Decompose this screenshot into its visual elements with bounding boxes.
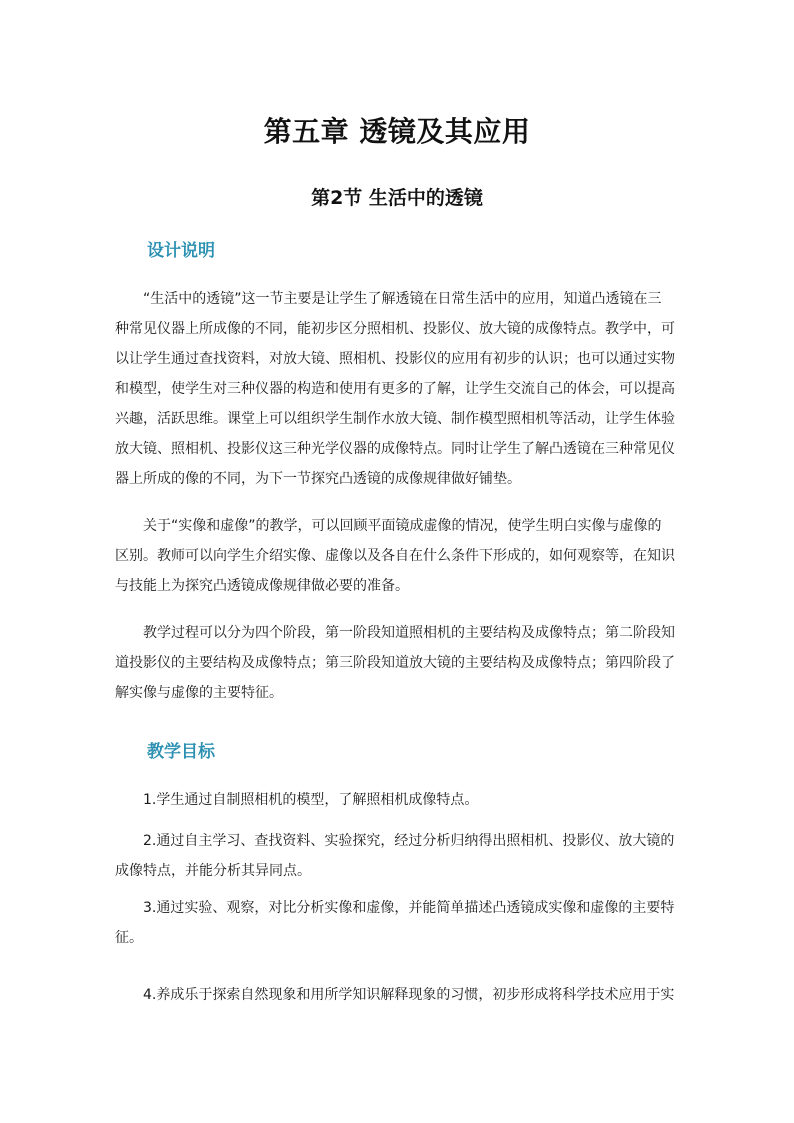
design-line: 解实像与虚像的主要特征。 bbox=[115, 685, 283, 701]
section-title: 第2节 生活中的透镜 bbox=[311, 187, 483, 209]
design-paragraph bbox=[115, 511, 678, 601]
goal-paragraph bbox=[115, 826, 678, 886]
goal-line: 成像特点，并能分析其异同点。 bbox=[115, 863, 311, 879]
design-paragraph bbox=[115, 284, 678, 494]
chapter-title: 第五章 透镜及其应用 bbox=[263, 115, 531, 148]
design-line: 关于“实像和虚像”的教学，可以回顾平面镜成虚像的情况，使学生明白实像与虚像的 bbox=[143, 518, 662, 534]
goal-line: 4.养成乐于探索自然现象和用所学知识解释现象的习惯，初步形成将科学技术应用于实 bbox=[143, 987, 675, 1003]
design-line: 与技能上为探究凸透镜成像规律做必要的准备。 bbox=[115, 578, 409, 594]
design-line: 以让学生通过查找资料，对放大镜、照相机、投影仪的应用有初步的认识；也可以通过实物 bbox=[115, 351, 675, 367]
design-line: 道投影仪的主要结构及成像特点；第三阶段知道放大镜的主要结构及成像特点；第四阶段了 bbox=[115, 655, 675, 671]
design-line: 种常见仪器上所成像的不同，能初步区分照相机、投影仪、放大镜的成像特点。教学中，可 bbox=[115, 321, 675, 337]
goal-paragraph bbox=[115, 980, 678, 1010]
goal-line: 征。 bbox=[115, 930, 143, 946]
goal-paragraph bbox=[115, 893, 678, 953]
design-line: 和模型，使学生对三种仪器的构造和使用有更多的了解，让学生交流自己的体会，可以提高 bbox=[115, 381, 675, 397]
design-line: 器上所成的像的不同，为下一节探究凸透镜的成像规律做好铺垫。 bbox=[115, 471, 521, 487]
design-paragraph bbox=[115, 618, 678, 708]
design-heading: 设计说明 bbox=[147, 241, 215, 261]
design-line: 教学过程可以分为四个阶段，第一阶段知道照相机的主要结构及成像特点；第二阶段知 bbox=[143, 625, 675, 641]
design-line: 放大镜、照相机、投影仪这三种光学仪器的成像特点。同时让学生了解凸透镜在三种常见仪 bbox=[115, 441, 675, 457]
design-line: 区别。教师可以向学生介绍实像、虚像以及各自在什么条件下形成的，如何观察等，在知识 bbox=[115, 548, 675, 564]
goal-line: 1.学生通过自制照相机的模型，了解照相机成像特点。 bbox=[143, 792, 479, 808]
design-line: 兴趣，活跃思维。课堂上可以组织学生制作水放大镜、制作模型照相机等活动，让学生体验 bbox=[115, 411, 675, 427]
goal-paragraph bbox=[115, 785, 678, 815]
goals-heading: 教学目标 bbox=[147, 742, 215, 762]
goal-line: 3.通过实验、观察，对比分析实像和虚像，并能简单描述凸透镜成实像和虚像的主要特 bbox=[143, 900, 675, 916]
goal-line: 2.通过自主学习、查找资料、实验探究，经过分析归纳得出照相机、投影仪、放大镜的 bbox=[143, 833, 675, 849]
design-line: “生活中的透镜”这一节主要是让学生了解透镜在日常生活中的应用，知道凸透镜在三 bbox=[143, 291, 662, 307]
